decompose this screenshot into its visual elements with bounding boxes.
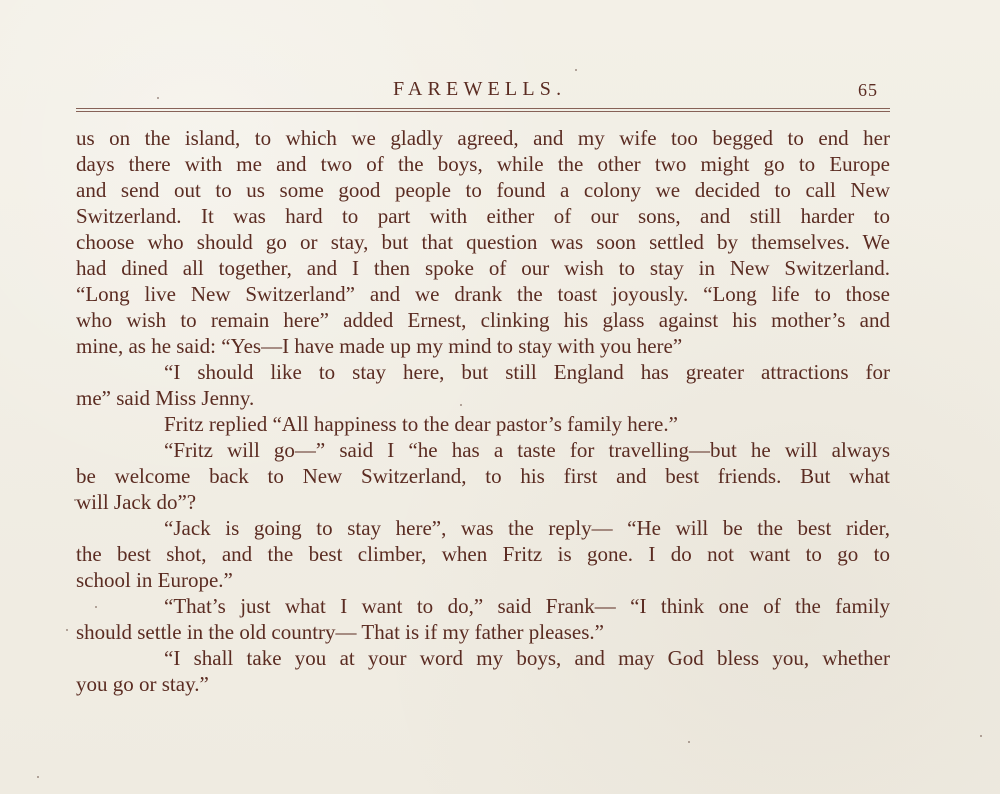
text-line: Switzerland. It was hard to part with either of our sons, and still harder to bbox=[76, 204, 890, 228]
header-rule bbox=[76, 108, 890, 112]
paper-speck bbox=[74, 499, 76, 501]
text-line: choose who should go or stay, but that question was soon settled by themselves. We bbox=[76, 230, 890, 254]
paper-speck bbox=[980, 735, 982, 737]
text-line: and send out to us some good people to found a colony we decided to call New bbox=[76, 178, 890, 202]
text-line: be welcome back to New Switzerland, to his first and best friends. But what bbox=[76, 464, 890, 488]
text-line: school in Europe.” bbox=[76, 568, 233, 592]
text-line: me” said Miss Jenny. bbox=[76, 386, 255, 410]
paper-speck bbox=[66, 629, 68, 631]
text-line: had dined all together, and I then spoke of our wish to stay in New Switzerland. bbox=[76, 256, 890, 280]
text-line: you go or stay.” bbox=[76, 672, 209, 696]
text-line: “Fritz will go—” said I “he has a taste for travelling—but he will always bbox=[164, 438, 890, 462]
text-line: Fritz replied “All happiness to the dear pastor’s family here.” bbox=[164, 412, 678, 436]
text-line: “I should like to stay here, but still England has greater attractions for bbox=[164, 360, 890, 384]
page-number: 65 bbox=[858, 80, 878, 100]
text-line: “That’s just what I want to do,” said Frank— “I think one of the family bbox=[164, 594, 890, 618]
text-line: “I shall take you at your word my boys, and may God bless you, whether bbox=[164, 646, 890, 670]
text-line: will Jack do”? bbox=[76, 490, 197, 514]
text-line: us on the island, to which we gladly agreed, and my wife too begged to end her bbox=[76, 126, 890, 150]
running-head bbox=[76, 74, 890, 104]
paper-speck bbox=[575, 69, 577, 71]
text-line: days there with me and two of the boys, while the other two might go to Europe bbox=[76, 152, 890, 176]
paper-speck bbox=[157, 97, 159, 99]
text-line: the best shot, and the best climber, when Fritz is gone. I do not want to go to bbox=[76, 542, 890, 566]
chapter-title: FAREWELLS. bbox=[393, 78, 567, 100]
paper-speck bbox=[460, 404, 462, 406]
paper-speck bbox=[95, 606, 97, 608]
paper-speck bbox=[688, 741, 690, 743]
text-line: “Long live New Switzerland” and we drank the toast joyously. “Long life to those bbox=[76, 282, 890, 306]
paper-speck bbox=[37, 776, 39, 778]
body-text bbox=[76, 125, 890, 697]
text-line: who wish to remain here” added Ernest, clinking his glass against his mother’s and bbox=[76, 308, 890, 332]
text-line: mine, as he said: “Yes—I have made up my mind to stay with you here” bbox=[76, 334, 683, 358]
text-line: should settle in the old country— That is if my father pleases.” bbox=[76, 620, 604, 644]
text-line: “Jack is going to stay here”, was the reply— “He will be the best rider, bbox=[164, 516, 890, 540]
